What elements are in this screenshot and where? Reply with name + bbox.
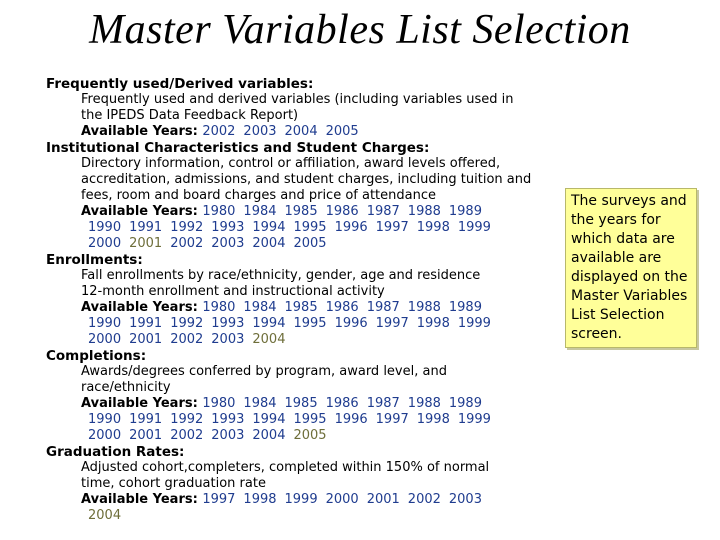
survey-section <box>46 348 536 444</box>
year-link[interactable]: 1991 <box>129 316 163 331</box>
available-years-label: Available Years: <box>81 204 203 219</box>
section-description: fees, room and board charges and price of attendance <box>81 188 436 203</box>
year-link[interactable]: 1986 <box>325 204 359 219</box>
available-years-label: Available Years: <box>81 300 203 315</box>
year-link[interactable]: 2004 <box>284 124 318 139</box>
year-link[interactable]: 1999 <box>457 316 491 331</box>
year-link[interactable]: 2001 <box>129 332 163 347</box>
year-link[interactable]: 1980 <box>202 300 236 315</box>
available-years-row <box>46 412 536 428</box>
year-link[interactable]: 2003 <box>211 332 245 347</box>
year-link[interactable]: 2003 <box>211 236 245 251</box>
section-description: time, cohort graduation rate <box>81 476 266 491</box>
year-link[interactable]: 1986 <box>325 300 359 315</box>
available-years-row <box>46 300 536 316</box>
year-link[interactable]: 1994 <box>252 316 286 331</box>
year-link[interactable]: 1997 <box>375 220 409 235</box>
year-link[interactable]: 2002 <box>170 332 204 347</box>
year-link[interactable]: 1995 <box>293 220 327 235</box>
year-link[interactable]: 2000 <box>88 332 122 347</box>
year-link[interactable]: 1985 <box>284 300 318 315</box>
year-link[interactable]: 1999 <box>457 220 491 235</box>
available-years-row <box>46 508 536 524</box>
available-years-label: Available Years: <box>81 396 203 411</box>
section-description: Awards/degrees conferred by program, award level, and <box>81 364 447 379</box>
year-link[interactable]: 2004 <box>252 428 286 443</box>
available-years-row <box>46 428 536 444</box>
year-link[interactable]: 1989 <box>448 204 482 219</box>
year-link[interactable]: 1996 <box>334 316 368 331</box>
variables-list <box>46 76 536 524</box>
section-title[interactable]: Graduation Rates: <box>46 444 185 460</box>
section-title[interactable]: Completions: <box>46 348 147 364</box>
year-link[interactable]: 1988 <box>407 204 441 219</box>
year-link[interactable]: 1980 <box>202 204 236 219</box>
section-description: 12-month enrollment and instructional activity <box>81 284 385 299</box>
section-description: Fall enrollments by race/ethnicity, gender, age and residence <box>81 268 481 283</box>
available-years-row <box>46 396 536 412</box>
year-link[interactable]: 1984 <box>243 300 277 315</box>
year-link[interactable]: 1985 <box>284 204 318 219</box>
section-title[interactable]: Frequently used/Derived variables: <box>46 76 314 92</box>
section-description: Adjusted cohort,completers, completed within 150% of normal <box>81 460 490 475</box>
year-link[interactable]: 1990 <box>88 412 122 427</box>
year-link[interactable]: 1996 <box>334 220 368 235</box>
year-link[interactable]: 1994 <box>252 412 286 427</box>
year-link[interactable]: 2002 <box>170 236 204 251</box>
year-link[interactable]: 1992 <box>170 220 204 235</box>
available-years-row <box>46 316 536 332</box>
year-link[interactable]: 1989 <box>448 396 482 411</box>
year-link[interactable]: 1999 <box>284 492 318 507</box>
available-years-row <box>46 204 536 220</box>
year-link[interactable]: 1998 <box>416 412 450 427</box>
year-link[interactable]: 2001 <box>129 236 163 251</box>
year-link[interactable]: 1988 <box>407 300 441 315</box>
callout-note: The surveys and the years for which data are available are displayed on the Master Variables List Selection screen. <box>565 188 697 348</box>
year-link[interactable]: 1998 <box>416 316 450 331</box>
year-link[interactable]: 2003 <box>211 428 245 443</box>
year-link[interactable]: 1993 <box>211 412 245 427</box>
year-link[interactable]: 1993 <box>211 316 245 331</box>
year-link[interactable]: 2004 <box>252 332 286 347</box>
year-link[interactable]: 1995 <box>293 412 327 427</box>
year-link[interactable]: 2001 <box>366 492 400 507</box>
page-title: Master Variables List Selection <box>89 7 631 53</box>
year-link[interactable]: 1991 <box>129 220 163 235</box>
survey-section <box>46 252 536 348</box>
year-link[interactable]: 2004 <box>252 236 286 251</box>
year-link[interactable]: 1997 <box>375 316 409 331</box>
available-years-row <box>46 220 536 236</box>
year-link[interactable]: 1990 <box>88 316 122 331</box>
year-link[interactable]: 1994 <box>252 220 286 235</box>
year-link[interactable]: 1980 <box>202 396 236 411</box>
survey-section <box>46 444 536 524</box>
year-link[interactable]: 1987 <box>366 204 400 219</box>
available-years-label: Available Years: <box>81 124 203 139</box>
section-description: accreditation, admissions, and student charges, including tuition and <box>81 172 532 187</box>
year-link[interactable]: 2002 <box>202 124 236 139</box>
year-link[interactable]: 2000 <box>88 428 122 443</box>
year-link[interactable]: 1999 <box>457 412 491 427</box>
year-link[interactable]: 1990 <box>88 220 122 235</box>
year-link[interactable]: 2001 <box>129 428 163 443</box>
section-title[interactable]: Institutional Characteristics and Student Charges: <box>46 140 430 156</box>
available-years-row <box>46 124 536 140</box>
year-link[interactable]: 2003 <box>243 124 277 139</box>
available-years-row <box>46 236 536 252</box>
survey-section <box>46 140 536 252</box>
available-years-label: Available Years: <box>81 492 203 507</box>
year-link[interactable]: 2000 <box>88 236 122 251</box>
year-link[interactable]: 2002 <box>407 492 441 507</box>
year-link[interactable]: 1988 <box>407 396 441 411</box>
year-link[interactable]: 1985 <box>284 396 318 411</box>
year-link[interactable]: 1998 <box>416 220 450 235</box>
year-link[interactable]: 2002 <box>170 428 204 443</box>
year-link[interactable]: 2003 <box>448 492 482 507</box>
section-title[interactable]: Enrollments: <box>46 252 143 268</box>
section-description: Frequently used and derived variables (including variables used in <box>81 92 514 107</box>
year-link[interactable]: 1992 <box>170 412 204 427</box>
year-link[interactable]: 1984 <box>243 396 277 411</box>
year-link[interactable]: 1993 <box>211 220 245 235</box>
year-link[interactable]: 1986 <box>325 396 359 411</box>
year-link[interactable]: 2004 <box>88 508 122 523</box>
section-description: Directory information, control or affiliation, award levels offered, <box>81 156 501 171</box>
year-link[interactable]: 1987 <box>366 300 400 315</box>
survey-section <box>46 76 536 140</box>
year-link[interactable]: 1998 <box>243 492 277 507</box>
year-link[interactable]: 1997 <box>375 412 409 427</box>
year-link[interactable]: 2000 <box>325 492 359 507</box>
year-link[interactable]: 1984 <box>243 204 277 219</box>
year-link[interactable]: 2005 <box>293 236 327 251</box>
year-link[interactable]: 2005 <box>293 428 327 443</box>
section-description: the IPEDS Data Feedback Report) <box>81 108 299 123</box>
year-link[interactable]: 1992 <box>170 316 204 331</box>
year-link[interactable]: 1987 <box>366 396 400 411</box>
year-link[interactable]: 1989 <box>448 300 482 315</box>
year-link[interactable]: 1996 <box>334 412 368 427</box>
year-link[interactable]: 1991 <box>129 412 163 427</box>
section-description: race/ethnicity <box>81 380 171 395</box>
available-years-row <box>46 332 536 348</box>
year-link[interactable]: 1995 <box>293 316 327 331</box>
available-years-row <box>46 492 536 508</box>
year-link[interactable]: 2005 <box>325 124 359 139</box>
year-link[interactable]: 1997 <box>202 492 236 507</box>
